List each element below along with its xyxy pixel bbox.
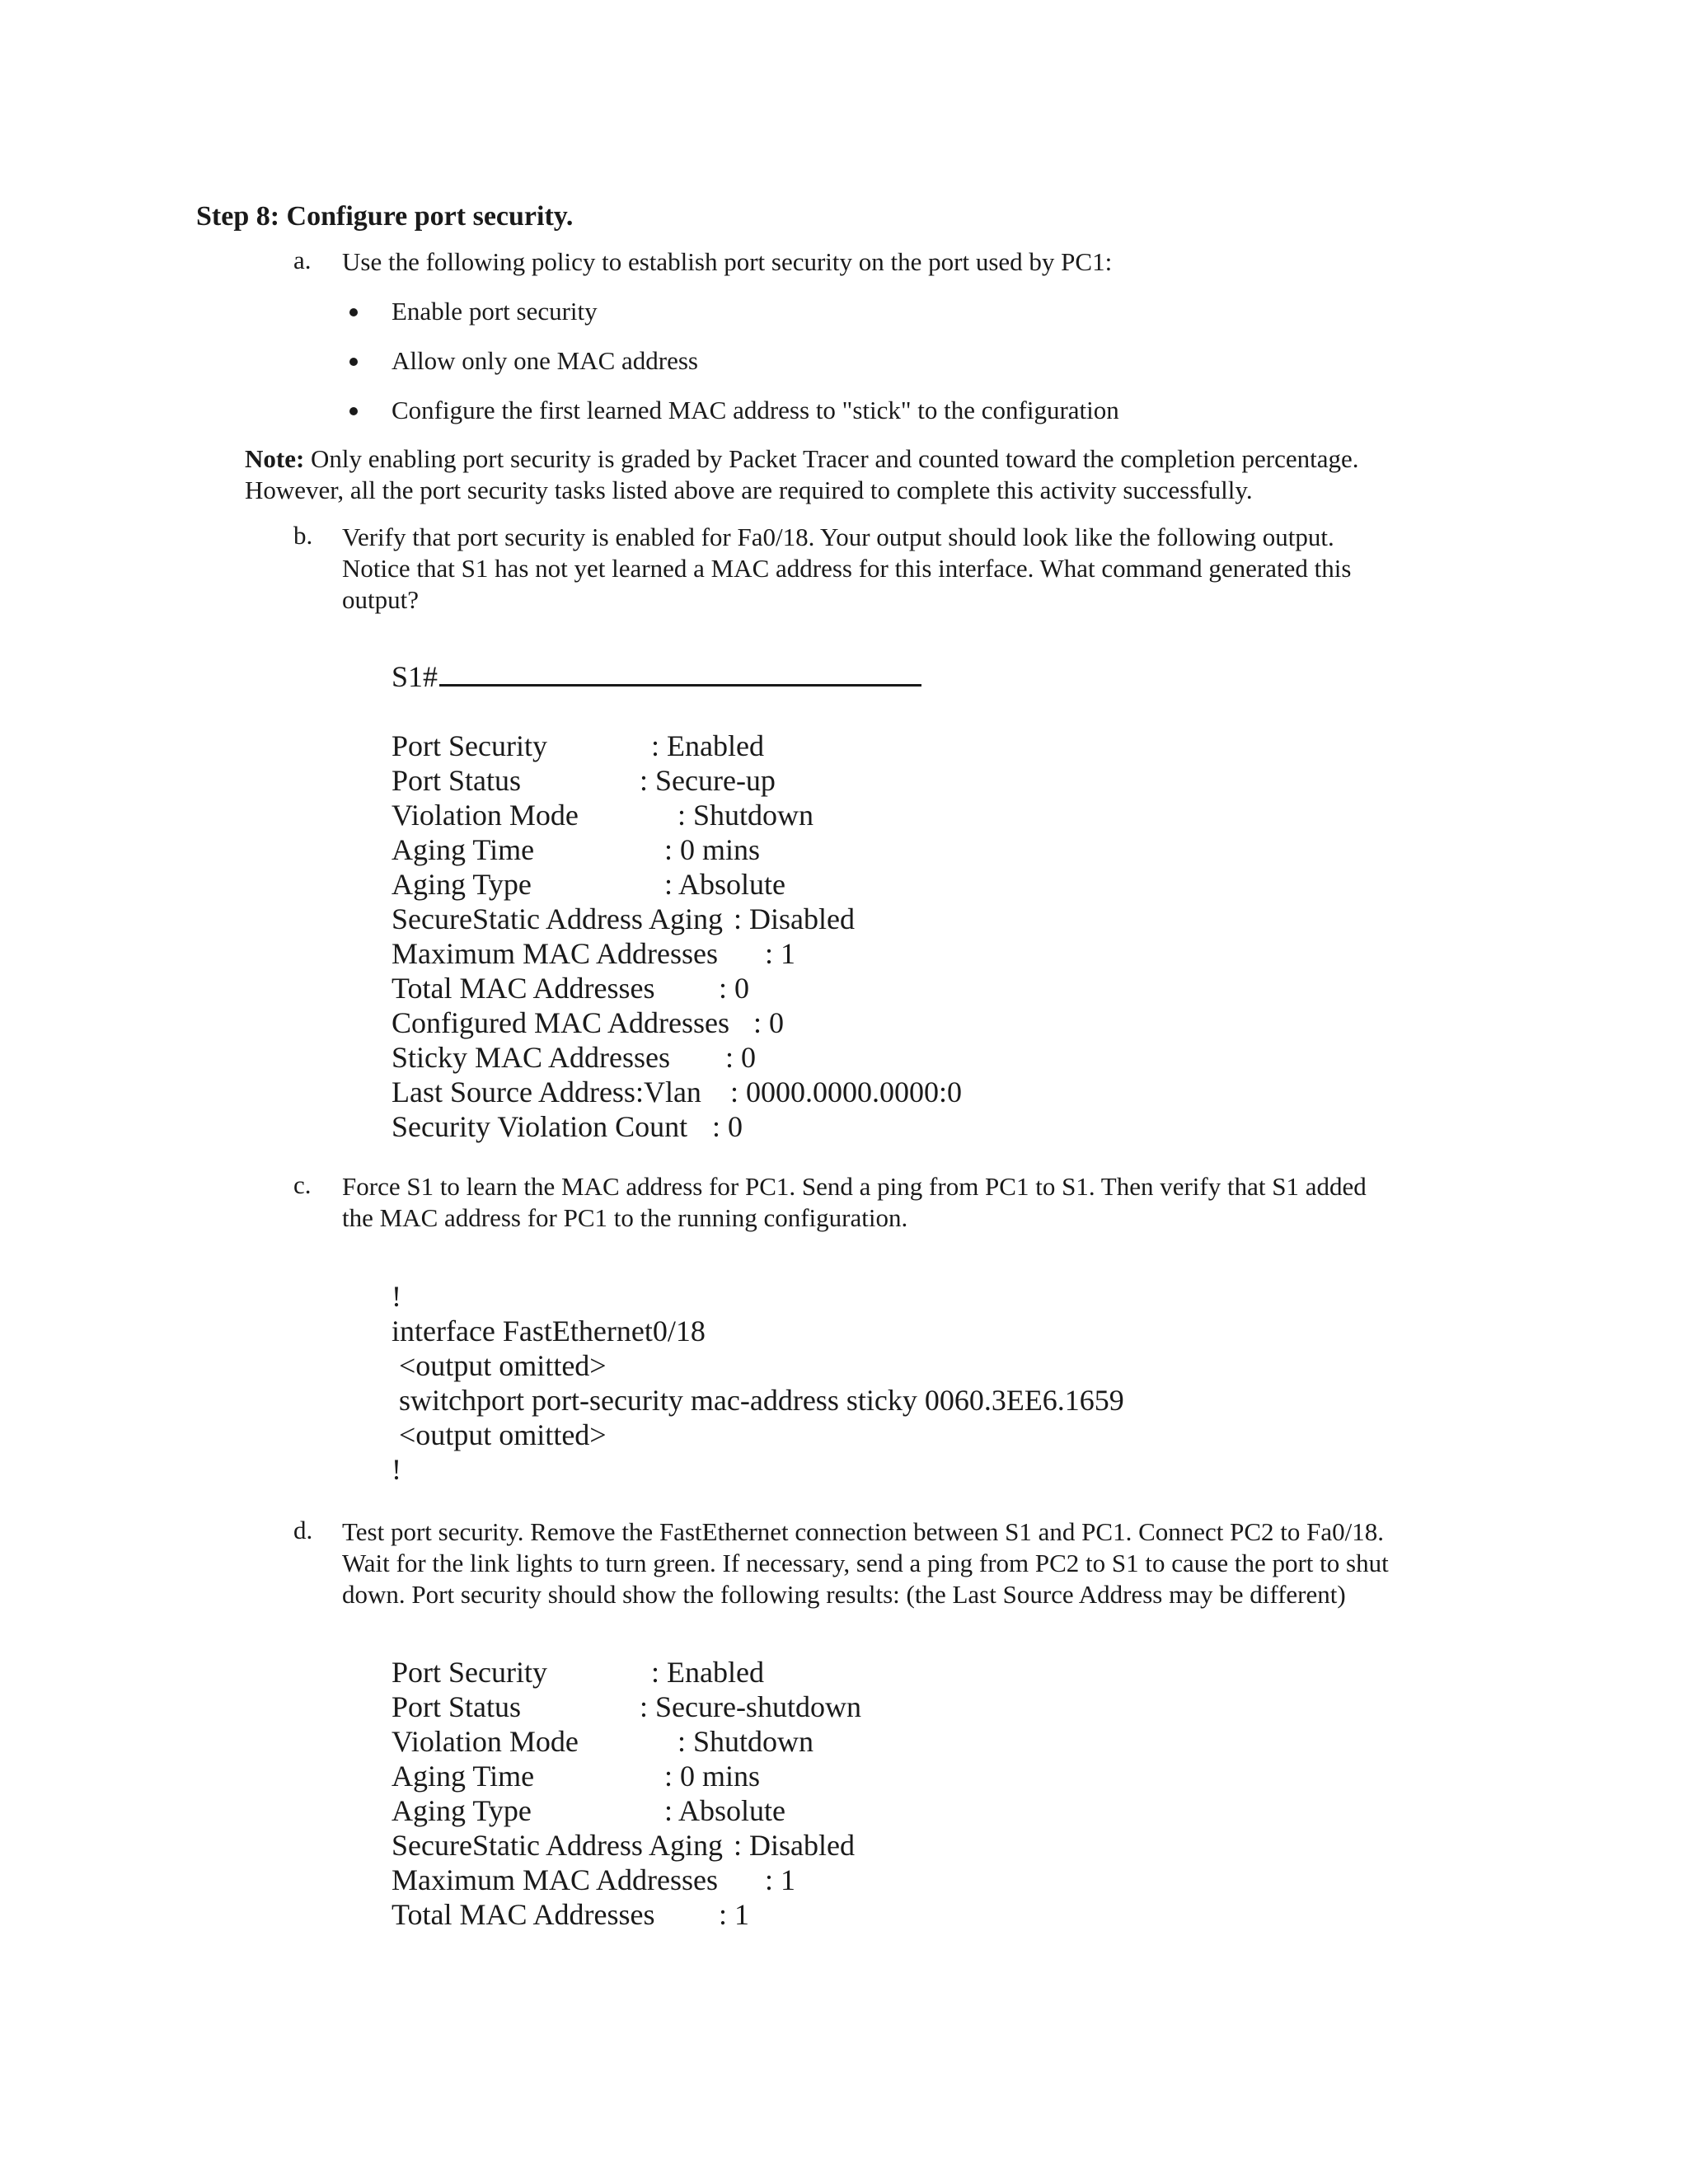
d-output-field-key: Aging Time (392, 1760, 535, 1793)
d-output-field-value: : 1 (765, 1863, 796, 1896)
b-output-field-value: : Disabled (734, 902, 855, 935)
item-d-line-3: down. Port security should show the following results: (the Last Source Address may be different) (342, 1580, 1346, 1609)
note-line-1 (245, 443, 1359, 475)
command-prompt (392, 659, 921, 694)
bullet-1: Enable port security (392, 297, 598, 326)
item-d-line-1: Test port security. Remove the FastEthernet connection between S1 and PC1. Connect PC2 to Fa0/18. (342, 1517, 1385, 1546)
d-output-field-key: SecureStatic Address Aging (392, 1829, 723, 1862)
note-line-2: However, all the port security tasks listed above are required to complete this activity successfully. (245, 476, 1253, 504)
b-output-field-value: : 0 (753, 1006, 785, 1039)
item-a-intro: Use the following policy to establish port security on the port used by PC1: (342, 247, 1113, 276)
item-b-line-2: Notice that S1 has not yet learned a MAC address for this interface. What command generated this (342, 554, 1352, 583)
b-output-field-key: Maximum MAC Addresses (392, 937, 718, 970)
d-output-field-key: Port Security (392, 1656, 547, 1689)
d-output-field-key: Maximum MAC Addresses (392, 1863, 718, 1896)
bullet-2: Allow only one MAC address (392, 346, 698, 375)
d-output-field-value: : Shutdown (678, 1725, 814, 1758)
b-output-field-key: Aging Type (392, 868, 532, 901)
bullet-dot-2 (349, 358, 358, 366)
b-output-field-key: Configured MAC Addresses (392, 1006, 729, 1039)
d-output-field-key: Violation Mode (392, 1725, 579, 1758)
b-output-field-key: Security Violation Count (392, 1110, 688, 1143)
config-line-4: switchport port-security mac-address sticky 0060.3EE6.1659 (392, 1384, 1124, 1417)
bullet-3: Configure the first learned MAC address to "stick" to the configuration (392, 396, 1119, 424)
b-output-field-value: : 0 (719, 972, 750, 1005)
b-output-field-value: : 1 (765, 937, 796, 970)
item-d-line-2: Wait for the link lights to turn green. If necessary, send a ping from PC2 to S1 to cause the port to shut (342, 1549, 1389, 1577)
b-output-field-key: Sticky MAC Addresses (392, 1041, 671, 1074)
b-output-field-value: : Enabled (651, 729, 764, 762)
b-output-field-value: : Absolute (664, 868, 786, 901)
d-output-field-value: : Disabled (734, 1829, 855, 1862)
d-output-field-value: : 1 (719, 1898, 750, 1931)
b-output-field-key: SecureStatic Address Aging (392, 902, 723, 935)
item-c-marker: c. (293, 1170, 312, 1199)
d-output-field-key: Total MAC Addresses (392, 1898, 655, 1931)
item-c-line-2: the MAC address for PC1 to the running configuration. (342, 1203, 908, 1232)
config-line-1: ! (392, 1280, 401, 1313)
note-label: Note: (245, 444, 305, 473)
config-line-3: <output omitted> (392, 1349, 607, 1382)
b-output-field-key: Port Status (392, 764, 522, 797)
b-output-field-key: Aging Time (392, 833, 535, 866)
b-output-field-value: : Shutdown (678, 799, 814, 832)
d-output-field-value: : Secure-shutdown (640, 1690, 861, 1723)
d-output-field-value: : Absolute (664, 1794, 786, 1827)
prompt-label: S1# (392, 660, 438, 693)
d-output-field-value: : Enabled (651, 1656, 764, 1689)
item-d-marker: d. (293, 1516, 313, 1544)
b-output-field-key: Total MAC Addresses (392, 972, 655, 1005)
b-output-field-value: : 0 mins (664, 833, 761, 866)
item-b-marker: b. (293, 521, 313, 550)
b-output-field-value: : 0 (725, 1041, 757, 1074)
b-output-field-key: Last Source Address:Vlan (392, 1076, 701, 1108)
item-b-line-1: Verify that port security is enabled for Fa0/18. Your output should look like the following output. (342, 523, 1334, 551)
d-output-field-value: : 0 mins (664, 1760, 761, 1793)
config-line-5: <output omitted> (392, 1418, 607, 1451)
item-b-line-3: output? (342, 585, 419, 614)
b-output-field-value: : 0000.0000.0000:0 (730, 1076, 963, 1108)
step-heading: Step 8: Configure port security. (196, 201, 574, 232)
bullet-dot-3 (349, 407, 358, 415)
b-output-field-key: Violation Mode (392, 799, 579, 832)
config-line-2: interface FastEthernet0/18 (392, 1315, 706, 1347)
answer-blank (439, 659, 921, 687)
note-text-1: Only enabling port security is graded by Packet Tracer and counted toward the completion percentage. (311, 444, 1359, 473)
b-output-field-key: Port Security (392, 729, 547, 762)
d-output-field-key: Port Status (392, 1690, 522, 1723)
b-output-field-value: : Secure-up (640, 764, 776, 797)
d-output-field-key: Aging Type (392, 1794, 532, 1827)
config-line-6: ! (392, 1453, 401, 1486)
bullet-dot-1 (349, 308, 358, 316)
item-c-line-1: Force S1 to learn the MAC address for PC1. Send a ping from PC1 to S1. Then verify that S1 added (342, 1172, 1367, 1201)
item-a-marker: a. (293, 246, 312, 274)
b-output-field-value: : 0 (712, 1110, 743, 1143)
